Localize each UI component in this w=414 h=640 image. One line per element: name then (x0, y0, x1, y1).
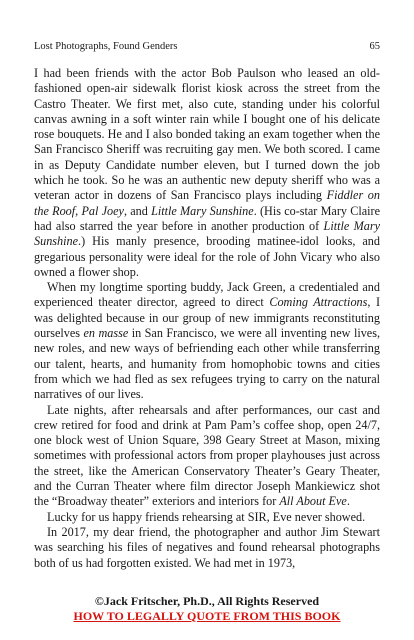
text-run: Lucky for us happy friends rehearsing at SIR, Eve never showed. (47, 509, 366, 524)
italic-title: Little Mary Sunshine (34, 218, 380, 249)
italic-title: Coming Attractions (269, 295, 368, 310)
paragraph (34, 525, 380, 571)
text-run: .) His manly presence, brooding matinee-idol looks, and gregarious personality were ideal for the role of John Vicary who also owned a flower shop. (34, 234, 380, 279)
running-head (34, 41, 380, 53)
text-run: When my longtime sporting buddy, Jack Green, a credentialed and experienced theater director, agreed to direct (34, 280, 380, 310)
italic-title: Pal Joey (81, 203, 124, 218)
text-run: in San Francisco, we were all inventing new lives, new roles, and new ways of befriending each other while transferring our talent, hearts, and humanity from homophobic towns and cities from which we had fled as sex refugees trying to carry on the natural narratives of our lives. (34, 326, 381, 402)
text-run: . (346, 494, 350, 509)
text-run: In 2017, my dear friend, the photographer and author Jim Stewart was searching his files of negatives and found rehearsal photographs both of us had forgotten existed. We had met in 1973, (34, 524, 380, 570)
running-title: Lost Photographs, Found Genders (34, 41, 178, 52)
paragraph (34, 403, 380, 510)
text-run: Late nights, after rehearsals and after performances, our cast and crew retired for food and drink at Pam Pam’s coffee shop, open 24/7, one block west of Union Square, 398 Geary Street at Mason, mixing sometimes with professional actors from proper playhouses just across the street, like the American Conservatory Theater’s Geary Theater, and the Curran Theater where film director Joseph Mankiewicz shot the “Broadway theater” exteriors and interiors for (34, 402, 380, 509)
italic-title: Fiddler on the Roof (34, 188, 380, 218)
italic-title: All About Eve (279, 494, 347, 509)
copyright-notice: ©Jack Fritscher, Ph.D., All Rights Reserved (94, 594, 320, 608)
body-text (34, 66, 380, 571)
paragraph (34, 510, 380, 525)
text-run: , I was delighted because in our group of new immigrants reconstituting ourselves (34, 295, 381, 341)
text-run: , (75, 203, 82, 218)
text-run: , and (123, 203, 152, 218)
footer (0, 594, 414, 624)
italic-title: Little Mary Sunshine (151, 203, 254, 218)
text-run: I had been friends with the actor Bob Paulson who leased an old-fashioned open-air sidewalk florist kiosk across the street from the Castro Theater. We first met, also cute, standing under his colorful canvas awning in a soft winter rain while I bought one of his delicate rose bouquets. He and I also bonded taking an exam together when the San Francisco Sheriff was recruiting gay men. We both scored. I came in as Deputy Candidate number eleven, but I turned down the job which he took. So he was an authentic new deputy sheriff who was a veteran actor in dozens of San Francisco plays including (34, 66, 380, 203)
paragraph (34, 66, 380, 280)
quote-policy-link[interactable]: HOW TO LEGALLY QUOTE FROM THIS BOOK (73, 609, 341, 623)
italic-title: en masse (83, 326, 129, 341)
text-run: . (His co-star Mary Claire had also starred the year before in another production of (34, 203, 381, 233)
paragraph (34, 280, 380, 402)
page-number: 65 (369, 41, 380, 52)
